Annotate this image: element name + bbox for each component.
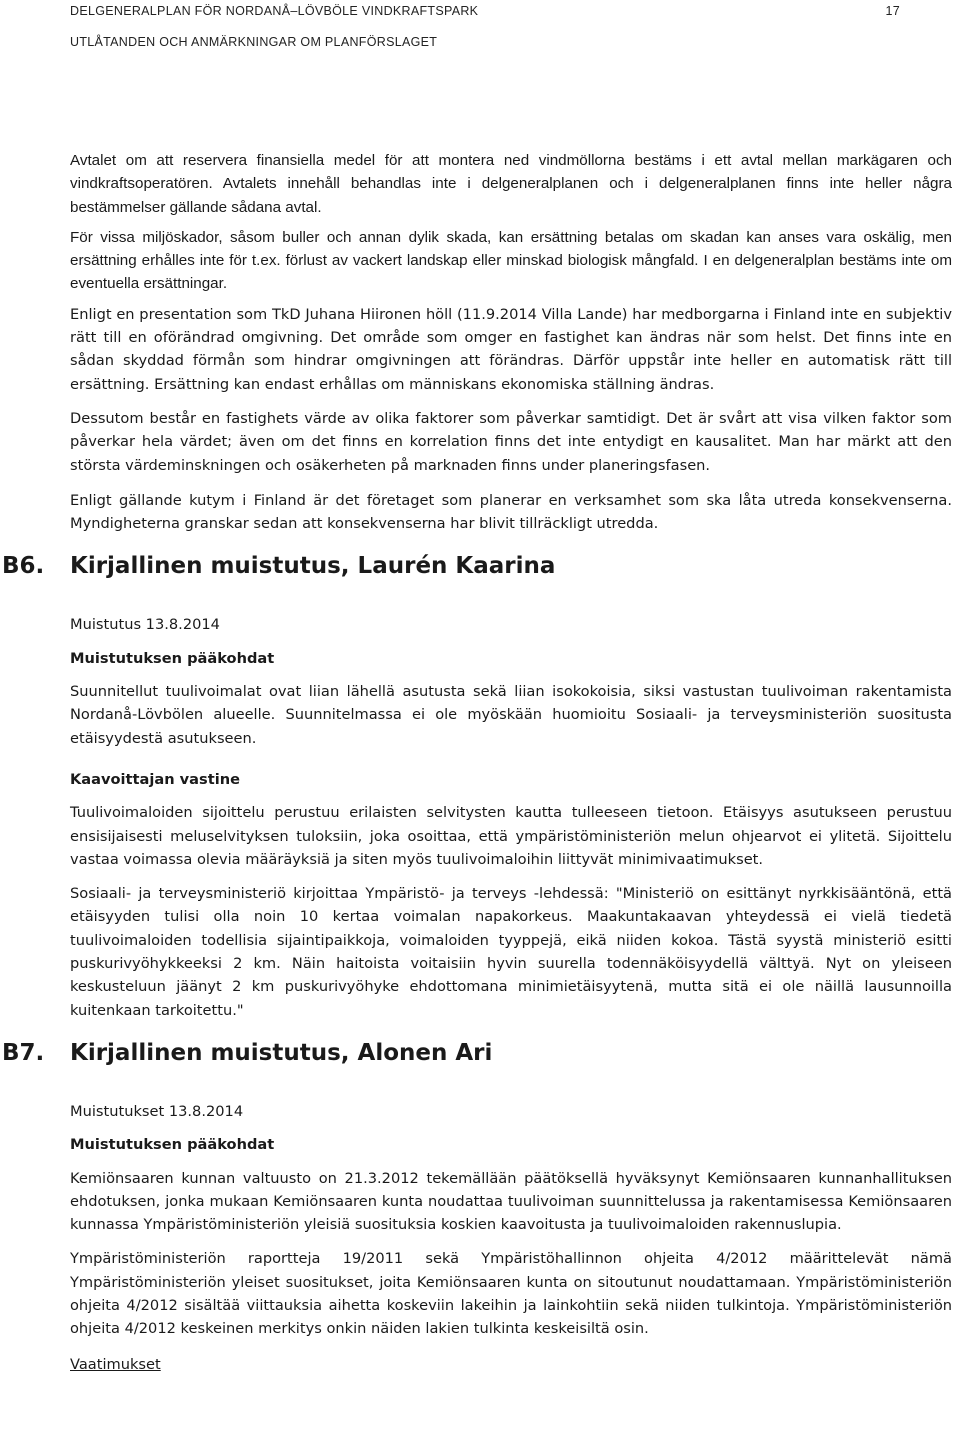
page-content xyxy=(2,149,952,1376)
b6-response-heading: Kaavoittajan vastine xyxy=(70,770,240,788)
intro-paragraph-3: Enligt en presentation som TkD Juhana Hiironen höll (11.9.2014 Villa Lande) har medborgarna i Finland inte en subjektiv rätt till en oförändrad omgivning. Det område som omger en fastighet kan ändras när som helst. Det finns inte en sådan skyddad förmån som hindrar omgivningen att förändras. Därför uppstår inte heller en automatisk rätt till ersättning. Ersättning kan endast erhållas om människans ekonomiska ställning ändras. xyxy=(70,305,952,393)
b6-response-paragraph-2: Sosiaali- ja terveysministeriö kirjoittaa Ympäristö- ja terveys -lehdessä: "Ministeriö on esittänyt nyrkkisääntönä, että etäisyyden tulisi olla noin 10 kertaa voimalan napakorkeus. Maakuntakaavan yhteydessä ei vielä tiedetä tuulivoimaloiden todellisia sijaintipaikkoja, voimaloiden tyyppejä, eikä niiden kokoa. Tästä syystä ministeriö esitti puskurivyöhykkeeksi 2 km. Näin haitoista voitaisiin hyvin suurella todennäköisyydellä välttyä. Nyt on yleiseen keskusteluun jäänyt 2 km puskurivyöhyke ehdottomana minimietäisyytenä, mutta sitä ei ole näillä lausunnoilla kuitenkaan tarkoitettu." xyxy=(70,885,952,1019)
section-number-b6: B6. xyxy=(2,553,45,580)
section-title-b6: Kirjallinen muistutus, Laurén Kaarina xyxy=(70,553,556,580)
section-number-b7: B7. xyxy=(2,1039,45,1066)
b6-main-points-text: Suunnitellut tuulivoimalat ovat liian lähellä asutusta sekä liian isokokoisia, siksi vastustan tuulivoiman rakentamista Nordanå-Lövbölen alueelle. Suunnitelmassa ei ole myöskään huomioitu Sosiaali- ja terveysministeriön suositusta etäisyydestä asutukseen. xyxy=(70,683,952,747)
page-header xyxy=(70,4,900,49)
b6-main-points-heading: Muistutuksen pääkohdat xyxy=(70,649,275,667)
header-row xyxy=(70,4,900,30)
b7-paragraph-2: Ympäristöministeriön raportteja 19/2011 sekä Ympäristöhallinnon ohjeita 4/2012 määrittelevät nämä Ympäristöministeriön yleiset suositukset, joita Kemiönsaaren kunta on sitoutunut noudattamaan. Ympäristöministeriön ohjeita 4/2012 sisältää viittauksia aihetta koskeviin lakeihin ja lainkohtiin sekä niiden tulkintoja. Ympäristöministeriön ohjeita 4/2012 keskeinen merkitys onkin näiden lakien tulkinta keskeisiltä osin. xyxy=(70,1250,952,1338)
section-heading-b6 xyxy=(2,549,952,583)
section-title-b7: Kirjallinen muistutus, Alonen Ari xyxy=(70,1039,493,1066)
document-subtitle: UTLÅTANDEN OCH ANMÄRKNINGAR OM PLANFÖRSLAGET xyxy=(70,35,438,49)
b7-requirements-heading: Vaatimukset xyxy=(70,1355,161,1373)
b6-date: Muistutus 13.8.2014 xyxy=(70,616,220,634)
page-number: 17 xyxy=(885,4,900,18)
intro-paragraph-4: Dessutom består en fastighets värde av olika faktorer som påverkar samtidigt. Det är svårt att visa vilken faktor som påverkar hela värdet; även om det finns en korrelation finns det inte entydigt en kausalitet. Man har märkt att den största värdeminskningen och osäkerheten på marknaden finns under planeringsfasen. xyxy=(70,409,952,474)
intro-paragraph-5: Enligt gällande kutym i Finland är det företaget som planerar en verksamhet som ska låta utreda konsekvenserna. Myndigheterna granskar sedan att konsekvenserna har blivit tillräckligt utredda. xyxy=(70,491,952,533)
intro-paragraph-2: För vissa miljöskador, såsom buller och annan dylik skada, kan ersättning betalas om skadan kan anses vara oskälig, men ersättning erhålles inte för t.ex. förlust av vackert landskap eller minskad biologisk mångfald. I en delgeneralplan bestäms inte om eventuella ersättningar. xyxy=(70,228,952,293)
intro-paragraph-1: Avtalet om att reservera finansiella medel för att montera ned vindmöllorna bestäms i ett avtal mellan markägaren och vindkraftsoperatören. Avtalets innehåll behandlas inte i delgeneralplanen och i delgeneralplanen finns inte heller några bestämmelser gällande sådana avtal. xyxy=(70,152,952,216)
b7-main-points-heading: Muistutuksen pääkohdat xyxy=(70,1136,275,1154)
document-title: DELGENERALPLAN FÖR NORDANÅ–LÖVBÖLE VINDKRAFTSPARK xyxy=(70,4,479,18)
b7-date: Muistutukset 13.8.2014 xyxy=(70,1102,244,1120)
b6-response-paragraph-1: Tuulivoimaloiden sijoittelu perustuu erilaisten selvitysten kautta tulleeseen tietoon. Etäisyys asutukseen perustuu ensisijaisesti meluselvityksen tuloksiin, joka osoittaa, että ympäristöministeriön melun ohjearvot ei ylitetä. Sijoittelu vastaa voimassa olevia määräyksiä ja siten myös tuulivoimaloihin liittyvät minimivaatimukset. xyxy=(70,804,952,868)
section-heading-b7 xyxy=(2,1036,952,1070)
b7-paragraph-1: Kemiönsaaren kunnan valtuusto on 21.3.2012 tekemällään päätöksellä hyväksynyt Kemiönsaaren kunnanhallituksen ehdotuksen, jonka mukaan Kemiönsaaren kunta noudattaa tuulivoiman suunnittelussa ja rakentamisessa Kemiönsaaren kunnassa Ympäristöministeriön yleisiä suosituksia koskien kaavoitusta ja tuulivoimaloiden rakennuslupia. xyxy=(70,1169,952,1234)
